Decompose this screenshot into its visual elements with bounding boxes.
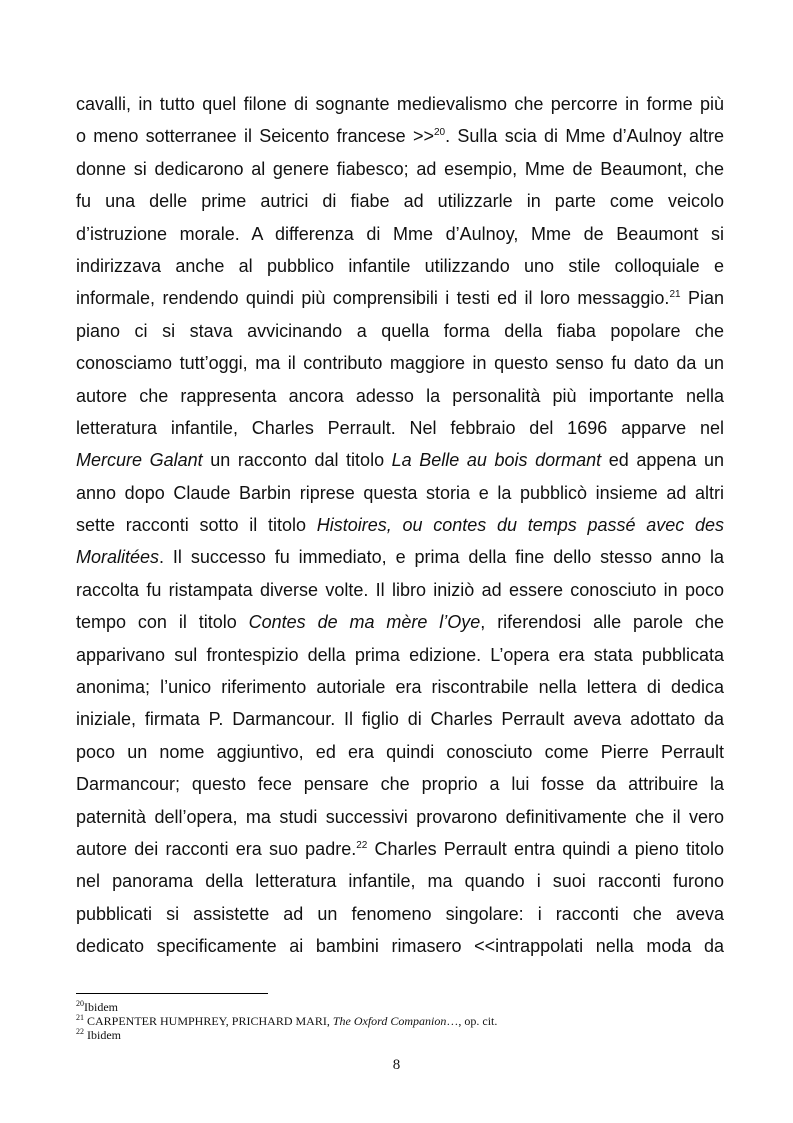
text-line [76,444,724,476]
footnote-ref: 20 [76,999,84,1008]
text-run: paternità dell’opera, ma studi successivi provarono definitivamente che il vero [76,806,724,827]
footnote-ref: 22 [356,839,368,851]
footnote-ref: 22 [76,1027,84,1036]
text-run: apparivano sul frontespizio della prima edizione. L’opera era stata pubblicata [76,644,724,665]
text-run: …, op. cit. [446,1014,498,1028]
text-line [76,412,724,444]
text-run: raccolta fu ristampata diverse volte. Il libro iniziò ad essere conosciuto in poco [76,579,724,600]
text-line [76,606,724,638]
text-run: Pian [680,288,725,309]
text-line [76,153,724,185]
text-line [76,509,724,541]
footnote-ref: 21 [76,1013,84,1022]
text-line [76,930,724,962]
text-run: nel panorama della letteratura infantile, ma quando i suoi racconti furono [76,871,724,892]
footnote [76,1014,724,1028]
italic-text: Mercure Galant [76,450,203,471]
text-run: Ibidem [84,1028,121,1042]
text-line [76,380,724,412]
text-run: fu una delle prime autrici di fiabe ad utilizzarle in parte come veicolo [76,191,724,212]
text-line [76,574,724,606]
text-run: Charles Perrault entra quindi a pieno titolo [367,838,725,859]
italic-text: The Oxford Companion [332,1014,447,1028]
text-line [76,477,724,509]
text-line [76,639,724,671]
text-run: , riferendosi alle parole che [480,612,724,633]
text-line [76,250,724,282]
text-run: letteratura infantile, Charles Perrault. Nel febbraio del 1696 apparve nel [76,417,724,438]
text-run: ed appena un [601,450,724,471]
italic-text: Contes de ma mère l’Oye [248,612,481,633]
text-run: pubblicati si assistette ad un fenomeno singolare: i racconti che aveva [76,903,724,924]
text-run: donne si dedicarono al genere fiabesco; ad esempio, Mme de Beaumont, che [76,158,724,179]
text-run: dedicato specificamente ai bambini rimasero <<intrappolati nella moda da [76,936,724,957]
footnote-separator [76,993,268,994]
text-run: sette racconti sotto il titolo [76,515,317,536]
text-run: un racconto dal titolo [202,450,392,471]
text-run: Darmancour; questo fece pensare che proprio a lui fosse da attribuire la [76,774,724,795]
text-line [76,315,724,347]
text-run: o meno sotterranee il Seicento francese >> [76,126,434,147]
text-run: anonima; l’unico riferimento autoriale era riscontrabile nella lettera di dedica [76,677,724,698]
text-run: . Sulla scia di Mme d’Aulnoy altre [445,126,724,147]
text-line [76,218,724,250]
text-line [76,865,724,897]
text-line [76,282,724,314]
text-run: tempo con il titolo [76,612,249,633]
footnotes [76,1000,724,1042]
text-run: anno dopo Claude Barbin riprese questa storia e la pubblicò insieme ad altri [76,482,724,503]
text-line [76,347,724,379]
text-line [76,898,724,930]
italic-text: Moralitées [76,547,160,568]
text-line [76,88,724,120]
text-line [76,185,724,217]
text-line [76,671,724,703]
text-run: autore che rappresenta ancora adesso la personalità più importante nella [76,385,724,406]
text-run: conosciamo tutt’oggi, ma il contributo maggiore in questo senso fu dato da un [76,353,724,374]
text-run: iniziale, firmata P. Darmancour. Il figlio di Charles Perrault aveva adottato da [76,709,724,730]
text-run: CARPENTER HUMPHREY, PRICHARD MARI, [84,1014,333,1028]
text-line [76,833,724,865]
text-run: Ibidem [84,1000,118,1014]
text-line [76,120,724,152]
text-run: d’istruzione morale. A differenza di Mme d’Aulnoy, Mme de Beaumont si [76,223,724,244]
italic-text: Histoires, ou contes du temps passé avec des [316,515,724,536]
text-line [76,703,724,735]
text-run: . Il successo fu immediato, e prima della fine dello stesso anno la [159,547,724,568]
body-paragraph [76,88,724,963]
footnote-ref: 21 [669,289,681,301]
footnote-ref: 20 [433,127,446,139]
text-line [76,768,724,800]
text-run: informale, rendendo quindi più comprensibili i testi ed il loro messaggio. [76,288,670,309]
text-run: cavalli, in tutto quel filone di sognante medievalismo che percorre in forme più [76,94,724,114]
footnote [76,1028,724,1042]
text-line [76,736,724,768]
text-run: poco un nome aggiuntivo, ed era quindi conosciuto come Pierre Perrault [76,741,724,762]
text-line [76,801,724,833]
text-line [76,541,724,573]
text-run: autore dei racconti era suo padre. [76,838,357,859]
page-number: 8 [392,1057,401,1073]
text-run: indirizzava anche al pubblico infantile utilizzando uno stile colloquiale e [76,255,724,276]
italic-text: La Belle au bois dormant [391,450,602,471]
text-run: piano ci si stava avvicinando a quella forma della fiaba popolare che [76,320,724,341]
footnote [76,1000,724,1014]
